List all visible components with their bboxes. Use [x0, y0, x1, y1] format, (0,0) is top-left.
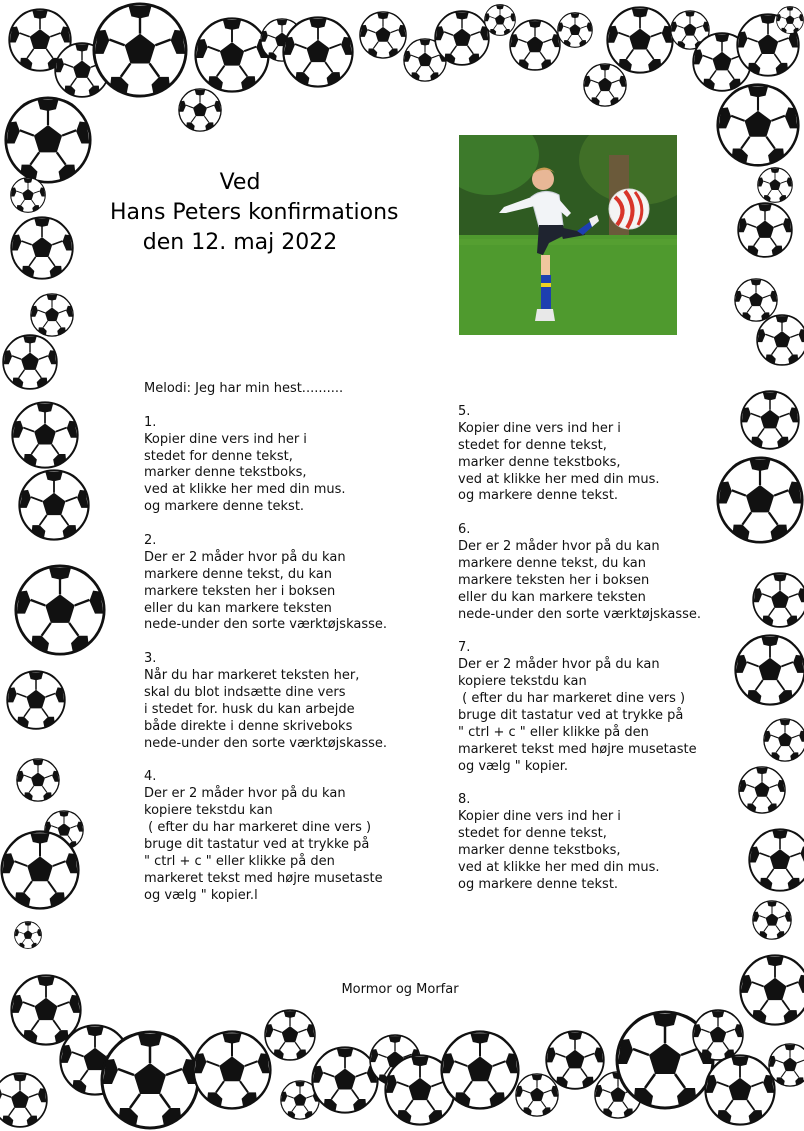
verse-line: nede-under den sorte værktøjskasse. [144, 735, 388, 751]
soccer-ball-icon [741, 391, 799, 449]
verse-line: ved at klikke her med din mus. [144, 482, 346, 498]
soccer-ball-icon [312, 1047, 377, 1112]
verses-right-column [458, 404, 748, 911]
verse-line: eller du kan markere teksten [144, 600, 332, 616]
verse-line: markere denne tekst, du kan [144, 566, 332, 582]
verse-number: 3. [144, 651, 157, 667]
soccer-ball-icon [738, 203, 792, 257]
verse-block [458, 792, 748, 893]
verse-line: kopiere tekstdu kan [458, 674, 587, 690]
verse-number: 6. [458, 522, 471, 538]
verse-line: markeret tekst med højre musetaste [144, 870, 383, 886]
soccer-ball-icon [693, 1010, 743, 1060]
soccer-ball-icon [510, 20, 560, 70]
soccer-ball-icon [485, 5, 516, 36]
verse-line: " ctrl + c " eller klikke på den [144, 853, 335, 869]
verse-number: 2. [144, 533, 157, 549]
soccer-ball-icon [196, 19, 269, 92]
verse-line: og markere denne tekst. [144, 499, 305, 515]
verse-number: 5. [458, 404, 471, 419]
soccer-ball-icon [31, 294, 73, 336]
soccer-ball-icon [12, 402, 77, 467]
soccer-ball-icon [558, 13, 593, 48]
verse-block [144, 415, 424, 516]
soccer-ball-icon [11, 975, 80, 1044]
verse-number: 8. [458, 792, 471, 808]
soccer-ball-icon [764, 719, 804, 761]
soccer-ball-icon [194, 1032, 271, 1109]
soccer-ball-icon [749, 829, 804, 890]
soccer-ball-icon [442, 1032, 519, 1109]
soccer-ball-icon [16, 566, 104, 654]
soccer-ball-icon [2, 832, 79, 909]
verse-line: Kopier dine vers ind her i [458, 809, 621, 825]
verse-line: Kopier dine vers ind her i [144, 431, 307, 447]
soccer-ball-icon [718, 85, 799, 166]
soccer-ball-icon [769, 1044, 804, 1086]
soccer-ball-icon [7, 671, 65, 729]
soccer-ball-icon [0, 1073, 47, 1127]
soccer-ball-icon [758, 168, 793, 203]
verse-line: både direkte i denne skriveboks [144, 718, 353, 734]
verse-line: markere teksten her i boksen [458, 572, 650, 588]
soccer-ball-icon [360, 12, 406, 58]
verse-block [458, 640, 748, 775]
verse-line: " ctrl + c " eller klikke på den [458, 724, 649, 740]
boy-kicking-ball-photo [459, 135, 677, 335]
verse-line: skal du blot indsætte dine vers [144, 685, 346, 701]
verse-block [144, 533, 424, 634]
verse-line: i stedet for. husk du kan arbejde [144, 701, 355, 717]
verse-number: 7. [458, 640, 471, 656]
verse-block [144, 769, 424, 904]
verse-line: kopiere tekstdu kan [144, 803, 273, 819]
soccer-ball-icon [283, 17, 352, 86]
soccer-ball-icon [435, 11, 489, 65]
soccer-ball-icon [94, 4, 186, 96]
soccer-ball-icon [584, 64, 626, 106]
verse-line: marker denne tekstboks, [458, 454, 621, 470]
verse-line: marker denne tekstboks, [458, 843, 621, 859]
verse-line: bruge dit tastatur ved at trykke på [458, 708, 684, 724]
soccer-ball-icon [6, 98, 90, 182]
title-block [110, 168, 399, 258]
verse-line: markeret tekst med højre musetaste [458, 741, 697, 757]
verse-line: nede-under den sorte værktøjskasse. [144, 617, 388, 633]
verse-line: ved at klikke her med din mus. [458, 860, 660, 876]
verse-line: markere teksten her i boksen [144, 583, 336, 599]
verse-line: nede-under den sorte værktøjskasse. [458, 606, 702, 622]
verses-left-column [144, 381, 424, 922]
soccer-ball-icon [11, 217, 72, 278]
soccer-ball-icon [753, 901, 791, 939]
verse-number: 4. [144, 769, 157, 785]
verse-line: ved at klikke her med din mus. [458, 471, 660, 487]
verse-line: Der er 2 måder hvor på du kan [144, 549, 346, 565]
verse-line: stedet for denne tekst, [458, 826, 607, 842]
verse-line: og markere denne tekst. [458, 876, 619, 892]
verse-line: marker denne tekstboks, [144, 465, 307, 481]
verse-line: og markere denne tekst. [458, 488, 619, 504]
verse-line: stedet for denne tekst, [458, 437, 607, 453]
verse-line: Der er 2 måder hvor på du kan [458, 657, 660, 673]
soccer-ball-icon [3, 335, 57, 389]
title-line-3: den 12. maj 2022 [142, 230, 338, 255]
signature: Mormor og Morfar [341, 982, 459, 997]
title-line-1: Ved [219, 170, 261, 195]
verse-line: stedet for denne tekst, [144, 448, 293, 464]
verse-line: og vælg " kopier.l [144, 887, 258, 903]
soccer-ball-icon [607, 7, 672, 72]
soccer-ball-icon [546, 1031, 604, 1089]
soccer-ball-icon [179, 89, 221, 131]
title-line-2: Hans Peters konfirmations [110, 200, 399, 225]
soccer-ball-icon [102, 1032, 198, 1128]
verse-block [144, 651, 424, 752]
soccer-ball-icon [777, 7, 804, 34]
soccer-ball-icon [740, 955, 804, 1024]
soccer-ball-icon [735, 279, 777, 321]
verse-line: ( efter du har markeret dine vers ) [458, 691, 686, 707]
melody-line: Melodi: Jeg har min hest.......... [144, 381, 344, 396]
verse-block [458, 404, 748, 505]
soccer-ball-icon [265, 1010, 315, 1060]
soccer-ball-icon [705, 1055, 774, 1124]
verse-line: markere denne tekst, du kan [458, 556, 646, 572]
verse-line: eller du kan markere teksten [458, 589, 646, 605]
soccer-ball-icon [11, 178, 46, 213]
soccer-ball-icon [15, 922, 42, 949]
verse-line: Der er 2 måder hvor på du kan [144, 786, 346, 802]
verse-line: og vælg " kopier. [458, 758, 569, 774]
verse-line: Kopier dine vers ind her i [458, 420, 621, 436]
soccer-ball-icon [753, 573, 804, 627]
verse-number: 1. [144, 414, 157, 430]
verse-line: bruge dit tastatur ved at trykke på [144, 837, 370, 853]
verse-block [458, 522, 748, 623]
soccer-ball-icon [516, 1074, 558, 1116]
verse-line: Når du har markeret teksten her, [144, 668, 360, 684]
spacer [144, 398, 424, 415]
soccer-ball-icon [19, 470, 88, 539]
soccer-ball-icon [17, 759, 59, 801]
soccer-ball-icon [757, 315, 804, 365]
verse-line: Der er 2 måder hvor på du kan [458, 539, 660, 555]
verse-line: ( efter du har markeret dine vers ) [144, 820, 372, 836]
